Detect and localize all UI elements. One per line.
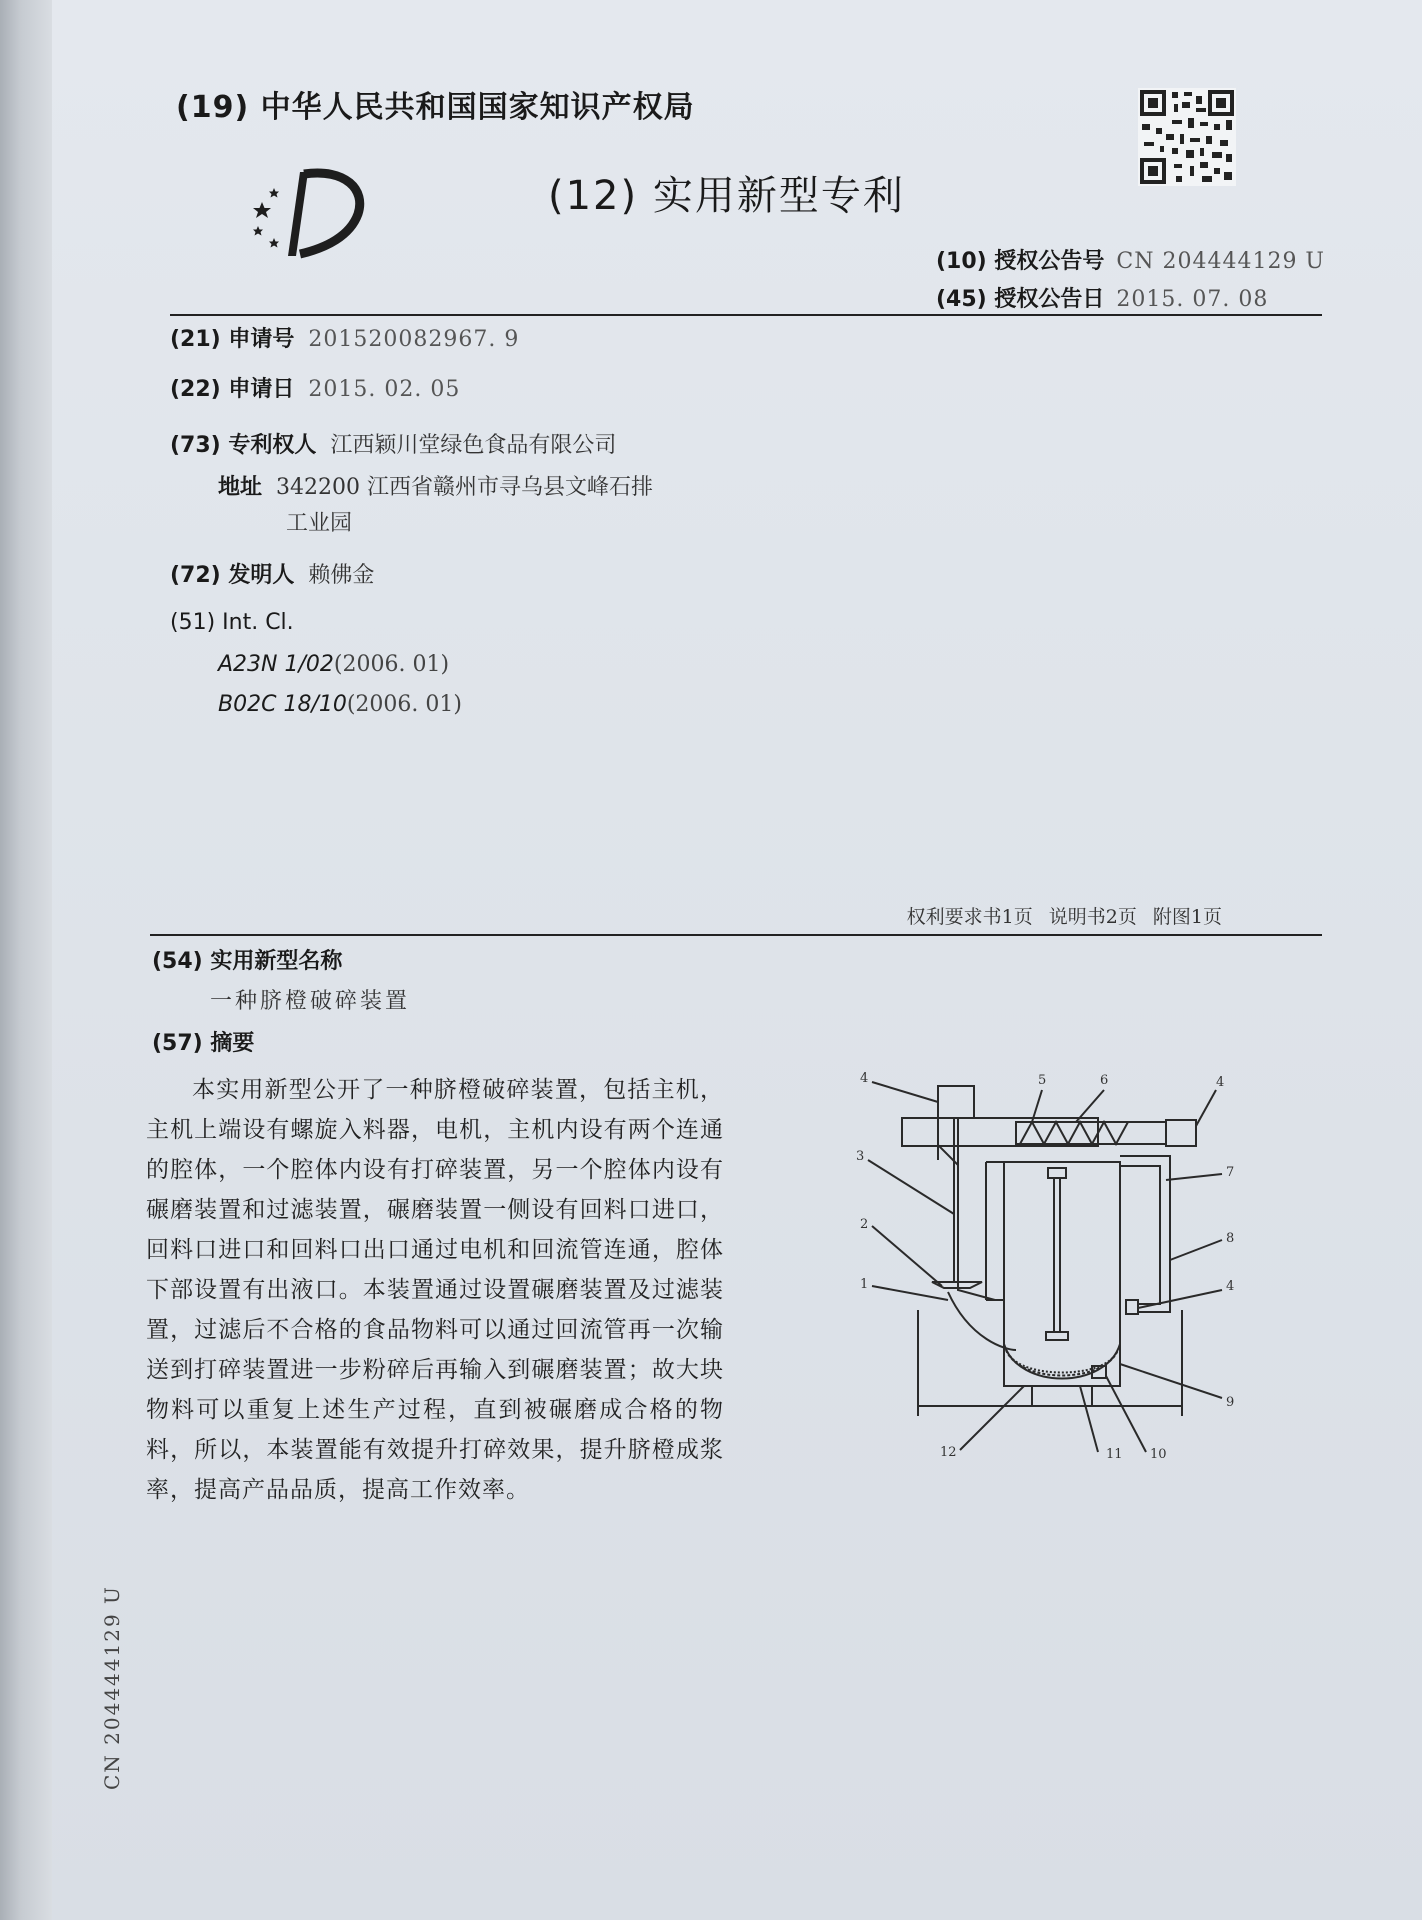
label-3: 3: [856, 1149, 865, 1164]
application-date-row: [170, 372, 460, 403]
abstract-text: 本实用新型公开了一种脐橙破碎装置，包括主机，主机上端设有螺旋入料器，电机，主机内设有两个连通的腔体，一个腔体内设有打碎装置，另一个腔体内设有碾磨装置和过滤装置，碾磨装置一侧设有回料口进口，回料口进口和回料口出口通过电机和回流管连通，腔体下部设置有出液口。本装置通过设置碾磨装置及过滤装置，过滤后不合格的食品物料可以通过回流管再一次输送到打碎装置进一步粉碎后再输入到碾磨装置；故大块物料可以重复上述生产过程，直到被碾磨成合格的物料，所以，本装置能有效提升打碎效果，提升脐橙成浆率，提高产品品质，提高工作效率。: [146, 1077, 724, 1503]
label-8: 8: [1226, 1231, 1235, 1246]
inventor-row: [170, 558, 374, 589]
ipc-class-2-code: B02C 18/10: [218, 692, 347, 717]
ipc-class-2: [218, 692, 462, 717]
abstract-label: (57) 摘要: [152, 1031, 255, 1056]
publication-number-label: (10) 授权公告号: [936, 249, 1105, 274]
application-number-label: (21) 申请号: [170, 327, 295, 352]
book-binding-shadow: [0, 0, 52, 1920]
publication-number: CN 204444129 U: [1116, 249, 1325, 274]
header-divider: [170, 314, 1322, 316]
page-counts: 权利要求书1页 说明书2页 附图1页: [906, 906, 1222, 928]
publication-number-row: [936, 244, 1325, 275]
utility-model-title: 一种脐橙破碎装置: [210, 989, 411, 1014]
label-5: 5: [1038, 1073, 1047, 1088]
device-drawing: [820, 1050, 1270, 1470]
inventor: 赖佛金: [308, 563, 375, 588]
address-line-2-row: [286, 506, 352, 537]
publication-date-row: [936, 282, 1268, 313]
label-12: 12: [940, 1445, 957, 1460]
patentee: 江西颖川堂绿色食品有限公司: [330, 433, 617, 458]
ipc-class-1-version: (2006. 01): [333, 652, 450, 677]
inventor-label: (72) 发明人: [170, 563, 295, 588]
publication-date-label: (45) 授权公告日: [936, 287, 1105, 312]
office-name: (19) 中华人民共和国国家知识产权局: [176, 90, 695, 125]
label-6: 6: [1100, 1073, 1109, 1088]
label-4-right: 4: [1216, 1075, 1225, 1090]
label-2: 2: [860, 1217, 869, 1232]
ipc-class-1-code: A23N 1/02: [218, 652, 334, 677]
application-date: 2015. 02. 05: [308, 377, 461, 402]
ipc-class-2-version: (2006. 01): [346, 692, 462, 717]
side-publication-number: CN 204444129 U: [100, 1585, 124, 1790]
publication-date: 2015. 07. 08: [1116, 287, 1269, 312]
application-number: 201520082967. 9: [308, 327, 520, 352]
title-label: (54) 实用新型名称: [152, 949, 343, 974]
label-11: 11: [1106, 1447, 1123, 1462]
cnipa-logo: [248, 160, 376, 264]
address-row: [218, 470, 653, 501]
address-label: 地址: [218, 475, 263, 500]
patentee-row: [170, 428, 616, 459]
label-7: 7: [1226, 1165, 1235, 1180]
int-cl-label: (51) Int. Cl.: [170, 610, 294, 635]
document-type: (12) 实用新型专利: [548, 173, 905, 219]
label-1: 1: [860, 1277, 869, 1292]
label-10: 10: [1150, 1447, 1167, 1462]
abstract-divider: [150, 934, 1322, 936]
label-4-lower: 4: [1226, 1279, 1235, 1294]
label-4-motor: 4: [860, 1071, 869, 1086]
qr-code: [1138, 88, 1236, 186]
application-number-row: [170, 322, 519, 353]
label-9: 9: [1226, 1395, 1235, 1410]
application-date-label: (22) 申请日: [170, 377, 295, 402]
address-line-1: 342200 江西省赣州市寻乌县文峰石排: [276, 475, 653, 500]
ipc-class-1: [218, 652, 449, 677]
address-line-2: 工业园: [286, 511, 353, 536]
patentee-label: (73) 专利权人: [170, 433, 317, 458]
int-cl-row: [170, 610, 294, 635]
